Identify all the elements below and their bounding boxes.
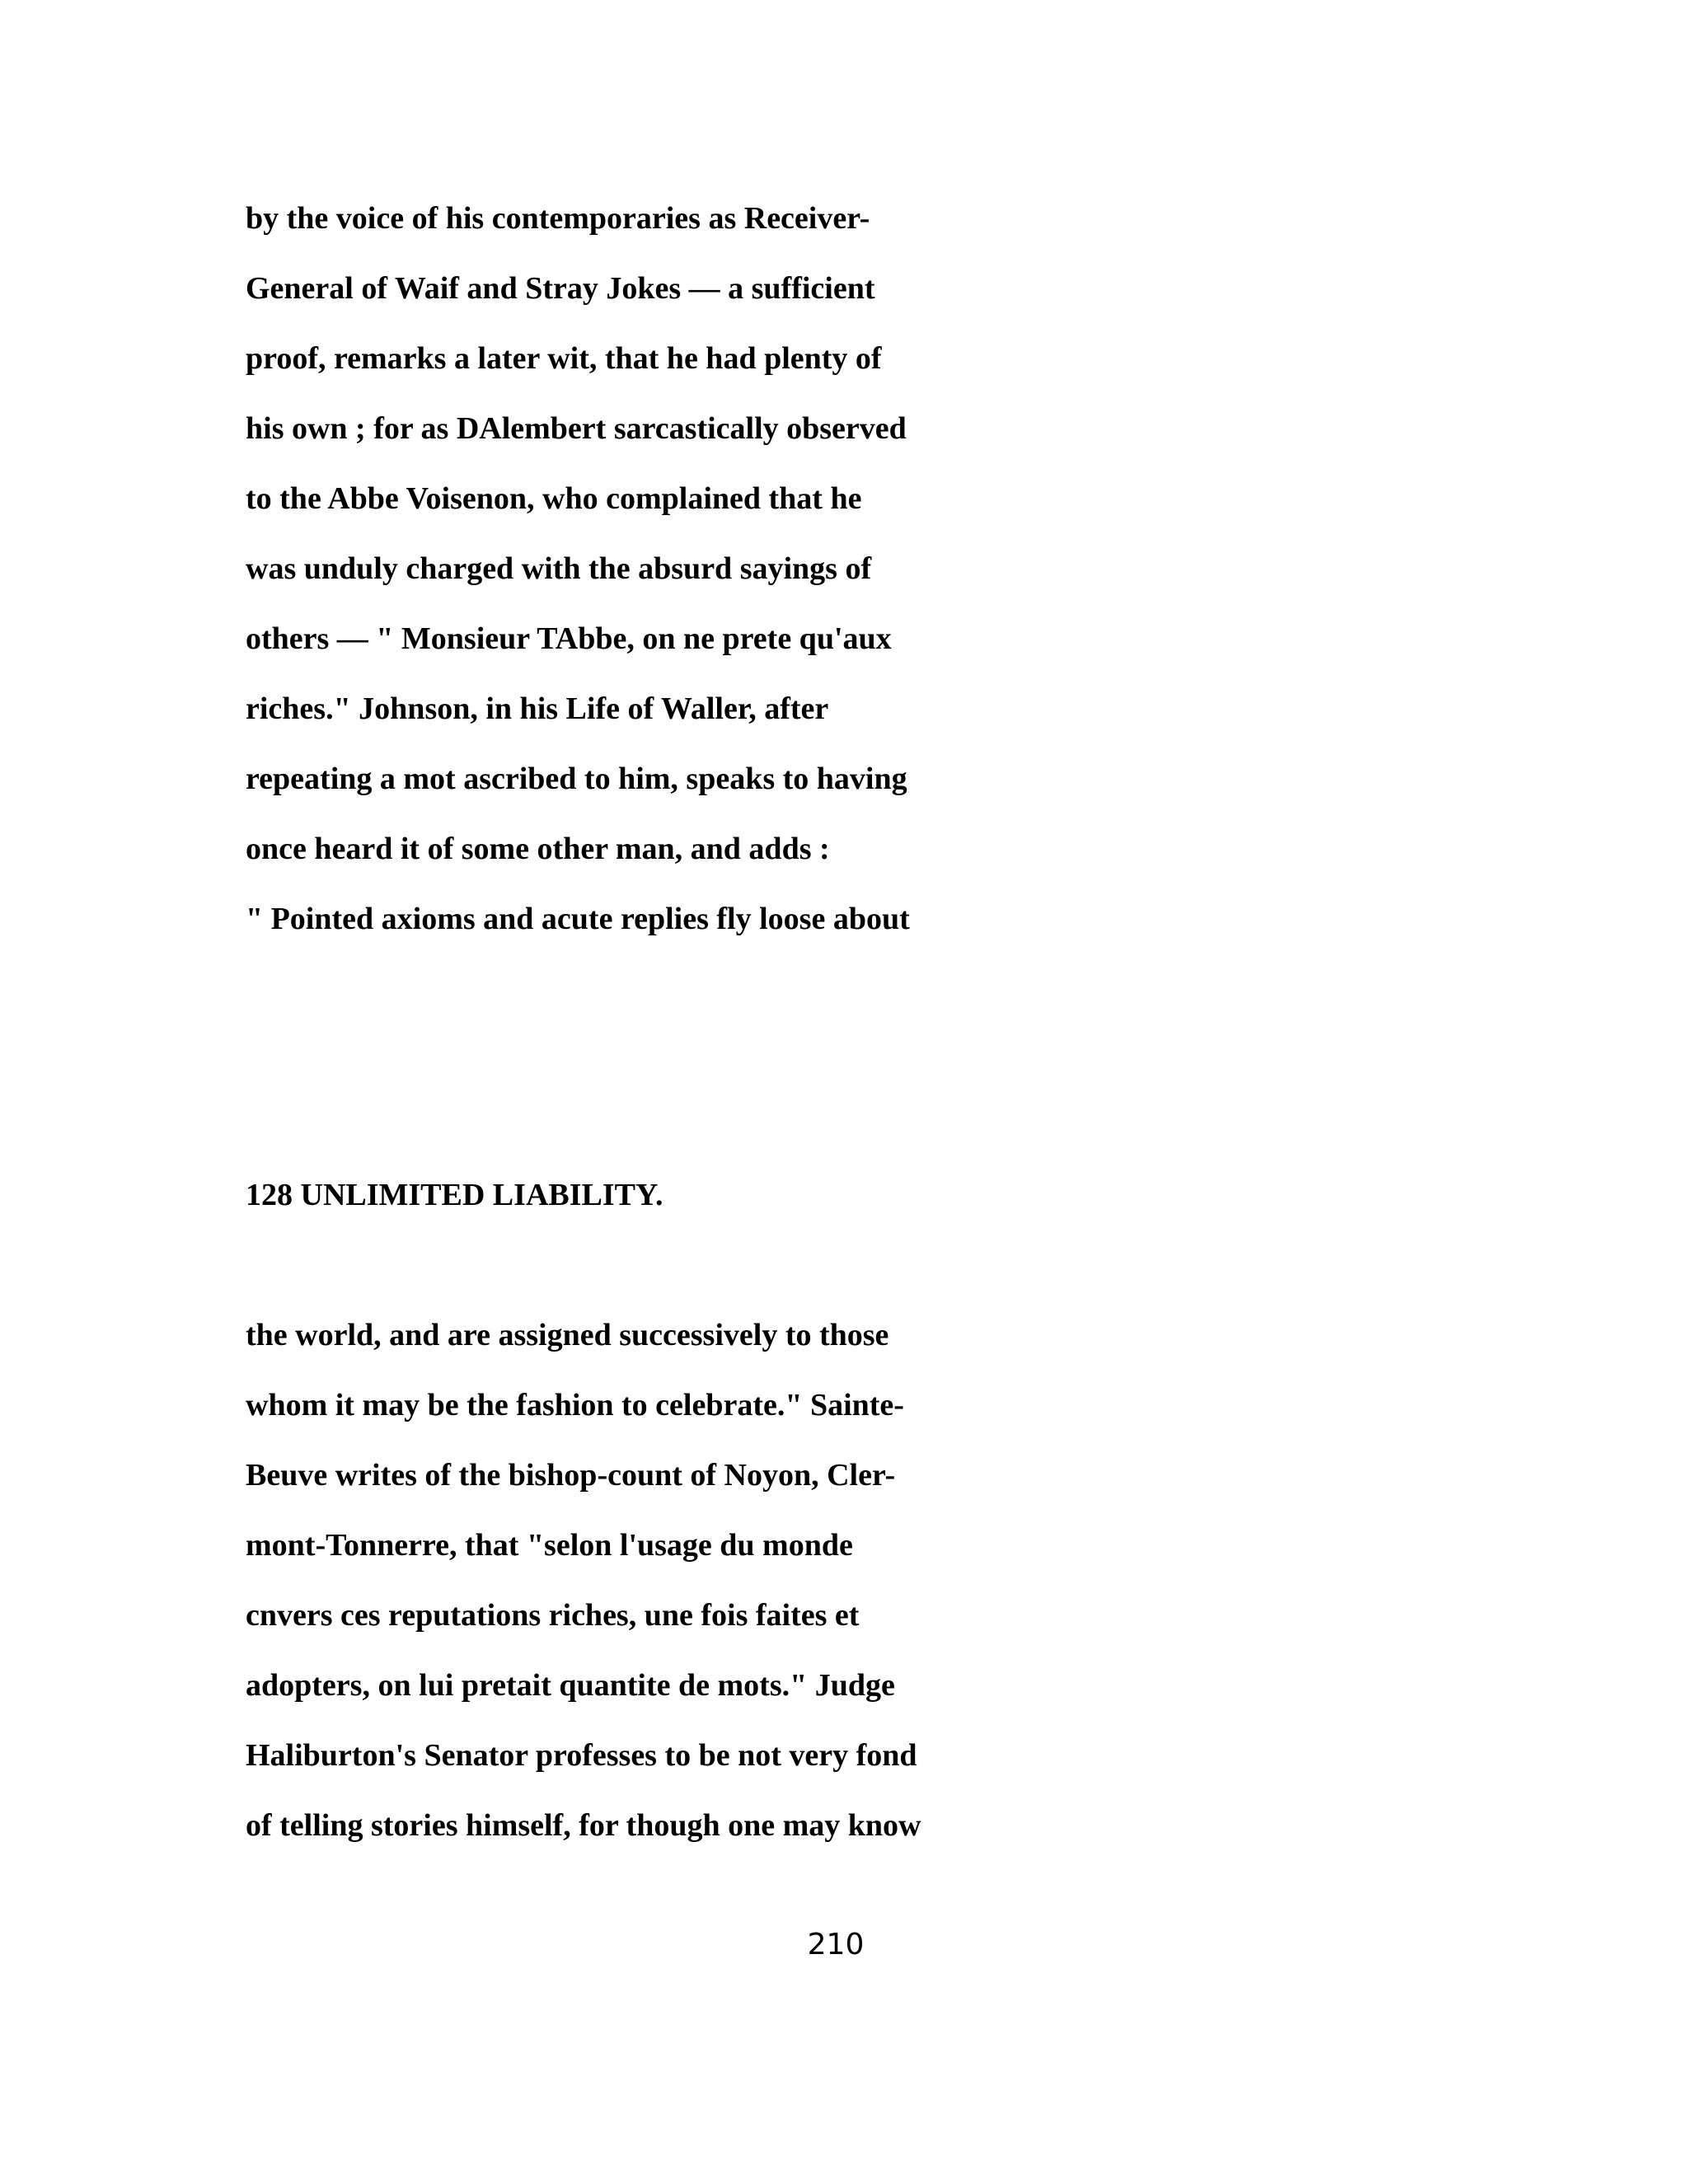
running-header: 128 UNLIMITED LIABILITY. bbox=[246, 1178, 663, 1212]
top-paragraph bbox=[246, 184, 1317, 954]
text-line: General of Waif and Stray Jokes — a sufficient bbox=[246, 271, 875, 306]
text-line: whom it may be the fashion to celebrate." Sainte- bbox=[246, 1388, 904, 1422]
page-number: 210 bbox=[807, 1928, 865, 1961]
bottom-paragraph bbox=[246, 1301, 1317, 1861]
text-line: Beuve writes of the bishop-count of Noyon, Cler- bbox=[246, 1458, 896, 1493]
text-line: to the Abbe Voisenon, who complained that he bbox=[246, 481, 862, 516]
text-line: repeating a mot ascribed to him, speaks to having bbox=[246, 762, 907, 796]
text-line: once heard it of some other man, and adds : bbox=[246, 832, 830, 866]
text-line: was unduly charged with the absurd sayings of bbox=[246, 551, 872, 586]
text-line: proof, remarks a later wit, that he had plenty of bbox=[246, 341, 882, 376]
text-line: the world, and are assigned successively to those bbox=[246, 1318, 889, 1352]
text-line: mont-Tonnerre, that "selon l'usage du monde bbox=[246, 1528, 853, 1563]
text-line: by the voice of his contemporaries as Receiver- bbox=[246, 201, 870, 236]
text-line: others — " Monsieur TAbbe, on ne prete qu'aux bbox=[246, 621, 892, 656]
text-line: riches." Johnson, in his Life of Waller, after bbox=[246, 691, 829, 726]
text-line: Haliburton's Senator professes to be not very fond bbox=[246, 1738, 917, 1773]
text-line: adopters, on lui pretait quantite de mots." Judge bbox=[246, 1668, 895, 1703]
text-line: cnvers ces reputations riches, une fois faites et bbox=[246, 1598, 860, 1633]
text-line: his own ; for as DAlembert sarcastically observed bbox=[246, 411, 907, 446]
text-line: of telling stories himself, for though one may know bbox=[246, 1808, 921, 1843]
text-line: " Pointed axioms and acute replies fly loose about bbox=[246, 902, 910, 936]
